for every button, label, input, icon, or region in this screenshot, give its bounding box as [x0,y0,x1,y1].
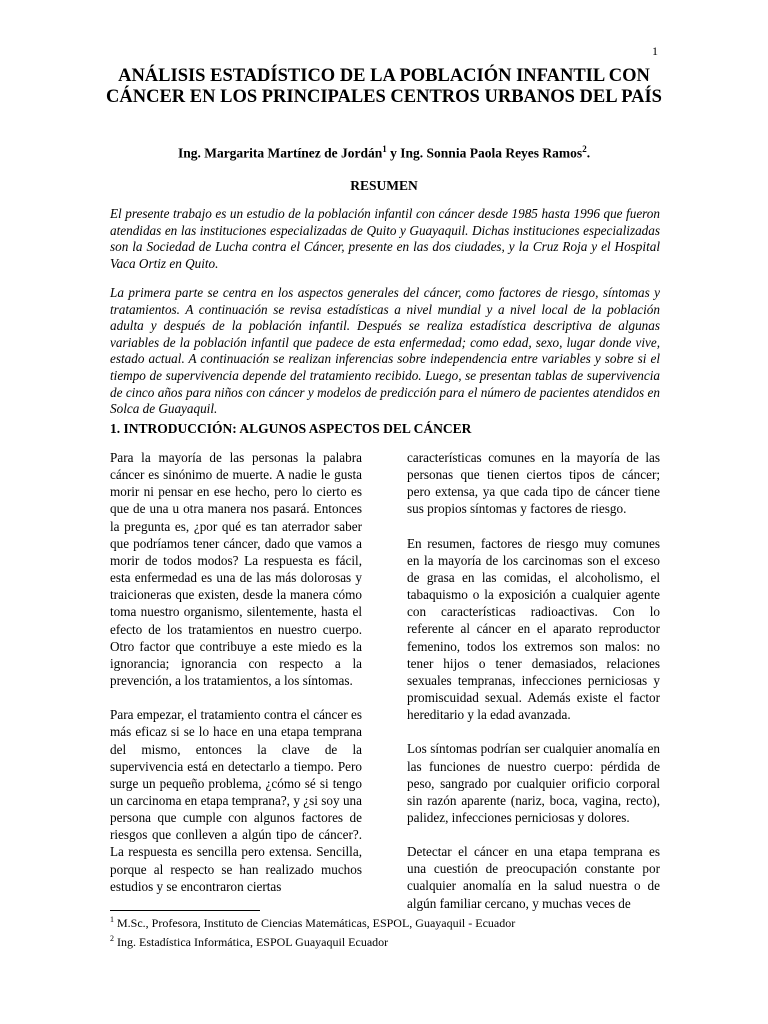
body-paragraph: Para empezar, el tratamiento contra el cáncer es más eficaz si se lo hace en una etapa temprana del mismo, entonces la clave de la supervivencia está en detectarlo a tiempo. Pero surge un pequeño problema, ¿cómo sé si tengo un carcinoma en etapa temprana?, y ¿si soy una persona que cumple con algunos factores de riesgos que conlleven a algún tipo de cáncer?. La respuesta es sencilla pero extensa. Sencilla, porque al respecto se han realizado muchos estudios y se encontraron ciertas [110,707,362,894]
footnote-1-text: M.Sc., Profesora, Instituto de Ciencias Matemáticas, ESPOL, Guayaquil - Ecuador [114,916,516,930]
author-2: y Ing. Sonnia Paola Reyes Ramos [386,145,583,161]
footnote-2-mark: 2 [110,934,114,943]
section-1-heading: 1. INTRODUCCIÓN: ALGUNOS ASPECTOS DEL CÁNCER [110,421,472,436]
body-paragraph: características comunes en la mayoría de las personas que tienen ciertos tipos de cáncer; pero extensa, ya que cada tipo de cáncer tiene sus propios síntomas y factores de riesgo. [407,450,660,517]
abstract-heading: RESUMEN [350,178,418,193]
author-1-footnote-mark: 1 [382,144,387,154]
abstract-paragraph-1: El presente trabajo es un estudio de la población infantil con cáncer desde 1985 hasta 1996 que fueron atendidas en las instituciones especializadas de Quito y Guayaquil. Dichas instituciones especializadas son la Sociedad de Lucha contra el Cáncer, presente en las dos ciudades, y la Cruz Roja y el Hospital Vaca Ortiz en Quito. [110,206,660,271]
footnote-1-mark: 1 [110,915,114,924]
footnote-2 [110,931,670,950]
title-line-2: CÁNCER EN LOS PRINCIPALES CENTROS URBANOS DEL PAÍS [106,87,662,107]
footnotes [110,912,670,950]
body-paragraph: Los síntomas podrían ser cualquier anomalía en las funciones de nuestro cuerpo: pérdida de peso, sangrado por cualquier orificio corporal sin razón aparente (nariz, boca, vagina, recto), palidez, infecciones perniciosas y dolores. [407,741,660,825]
page-number: 1 [652,44,658,58]
footnote-1 [110,912,670,931]
title-line-1: ANÁLISIS ESTADÍSTICO DE LA POBLACIÓN INFANTIL CON [118,66,650,86]
author-2-footnote-mark: 2 [582,144,587,154]
left-column [110,449,362,901]
right-column [407,449,660,911]
abstract-paragraph-2: La primera parte se centra en los aspectos generales del cáncer, como factores de riesgo, síntomas y tratamientos. A continuación se revisa estadísticas a nivel mundial y a nivel local de la población adulta y después de la población infantil. Después se realiza estadística descriptiva de algunas variables de la población infantil que padece de esta enfermedad; como edad, sexo, lugar donde vive, estado actual. A continuación se realizan inferencias sobre independencia entre variables y sobre si el tiempo de supervivencia depende del tratamiento recibido. Luego, se presentan tablas de supervivencia de cinco años para niños con cáncer y modelos de predicción para el número de pacientes atendidos en Solca de Guayaquil. [110,285,660,417]
body-paragraph: Detectar el cáncer en una etapa temprana es una cuestión de preocupación constante por cualquier anomalía en la salud nuestra o de algún familiar cercano, y muchas veces de [407,844,660,911]
author-line-end: . [586,145,591,161]
author-1: Ing. Margarita Martínez de Jordán [177,145,383,161]
body-paragraph: Para la mayoría de las personas la palabra cáncer es sinónimo de muerte. A nadie le gusta morir ni pensar en ese hecho, pero lo cierto es que de una u otra manera nos pasará. Entonces la pregunta es, ¿por qué es tan aterrador saber que podríamos tener cáncer, dado que vamos a morir de todos modos? La respuesta es fácil, esta enfermedad es una de las más dolorosas y traicioneras que existen, desde la manera cómo toma nuestro organismo, silentemente, hasta el efecto de los tratamientos en nuestro cuerpo. Otro factor que contribuye a este miedo es la ignorancia; ignorancia con respecto a la prevención, a los tratamientos, a los síntomas. [110,450,362,689]
paper-title [100,66,668,108]
author-line [100,144,668,162]
footnote-divider [110,910,260,911]
footnote-2-text: Ing. Estadística Informática, ESPOL Guayaquil Ecuador [114,935,389,949]
body-paragraph: En resumen, factores de riesgo muy comunes en la mayoría de los carcinomas son el exceso de grasa en las comidas, el alcoholismo, el tabaquismo o la exposición a cualquier agente con características radioactivas. Con lo referente al cáncer en el aparato reproductor femenino, todos los extremos son malos: no tener hijos o tener demasiados, relaciones sexuales tempranas, infecciones perniciosas y promiscuidad sexual. Además existe el factor hereditario y la edad avanzada. [407,535,660,723]
